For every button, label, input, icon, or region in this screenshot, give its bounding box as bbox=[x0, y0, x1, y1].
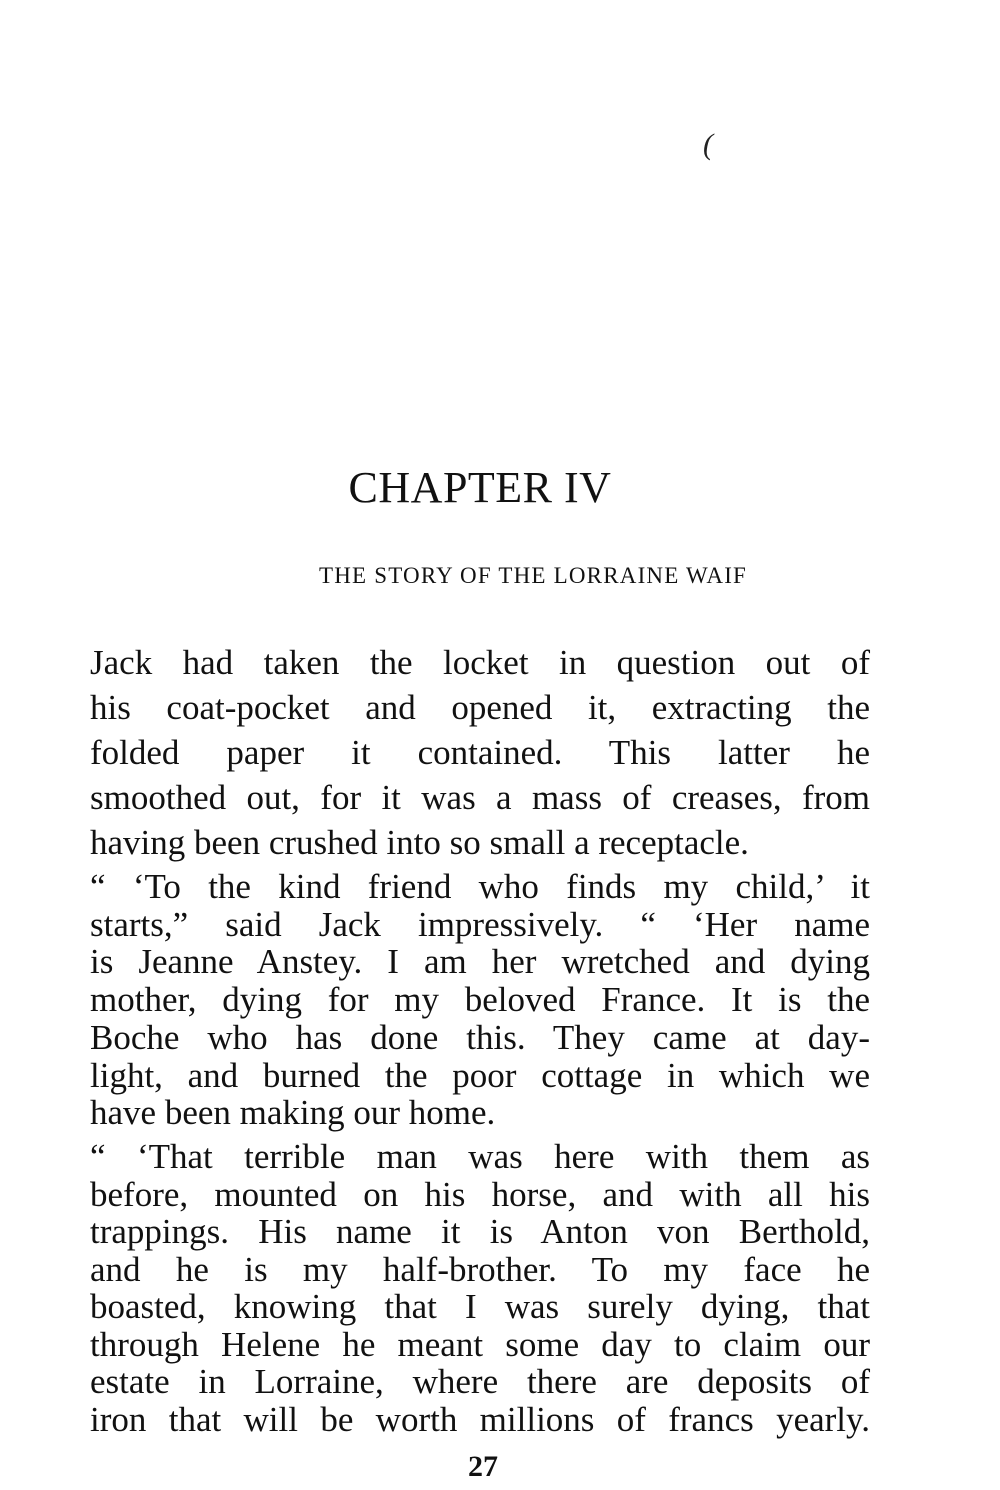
chapter-title: CHAPTER IV bbox=[348, 463, 612, 512]
text-line: trappings. His name it is Anton von Berthold, bbox=[90, 1212, 870, 1251]
text-line: boasted, knowing that I was surely dying, that bbox=[90, 1287, 870, 1326]
text-line: before, mounted on his horse, and with all his bbox=[90, 1174, 870, 1214]
text-line: starts,” said Jack impressively. “ ‘Her name bbox=[90, 904, 870, 944]
text-line: “ ‘That terrible man was here with them as bbox=[90, 1137, 870, 1176]
text-line: Jack had taken the locket in question out of bbox=[90, 643, 870, 682]
text-line: mother, dying for my beloved France. It is the bbox=[90, 980, 870, 1020]
text-line: through Helene he meant some day to claim our bbox=[90, 1324, 870, 1364]
chapter-subtitle: THE STORY OF THE LORRAINE WAIF bbox=[318, 563, 748, 588]
text-line: iron that will be worth millions of francs yearly. bbox=[90, 1399, 870, 1439]
text-line: is Jeanne Anstey. I am her wretched and dying bbox=[90, 942, 870, 982]
paragraph-1 bbox=[90, 640, 870, 865]
paragraph-2 bbox=[90, 868, 870, 1132]
text-line: folded paper it contained. This latter he bbox=[90, 733, 870, 772]
text-line: having been crushed into so small a receptacle. bbox=[90, 823, 749, 862]
text-line: Boche who has done this. They came at day- bbox=[90, 1017, 870, 1057]
text-line: his coat-pocket and opened it, extracting the bbox=[90, 688, 870, 727]
text-line: smoothed out, for it was a mass of creases, from bbox=[90, 778, 870, 817]
paragraph-3 bbox=[90, 1138, 870, 1438]
text-line: “ ‘To the kind friend who finds my child,’ it bbox=[90, 867, 870, 906]
text-line: and he is my half-brother. To my face he bbox=[90, 1249, 870, 1289]
text-line: light, and burned the poor cottage in which we bbox=[90, 1055, 870, 1095]
stray-mark: ( bbox=[703, 128, 713, 161]
page-number: 27 bbox=[468, 1450, 498, 1483]
text-line: have been making our home. bbox=[90, 1093, 496, 1133]
text-line: estate in Lorraine, where there are deposits of bbox=[90, 1362, 870, 1401]
